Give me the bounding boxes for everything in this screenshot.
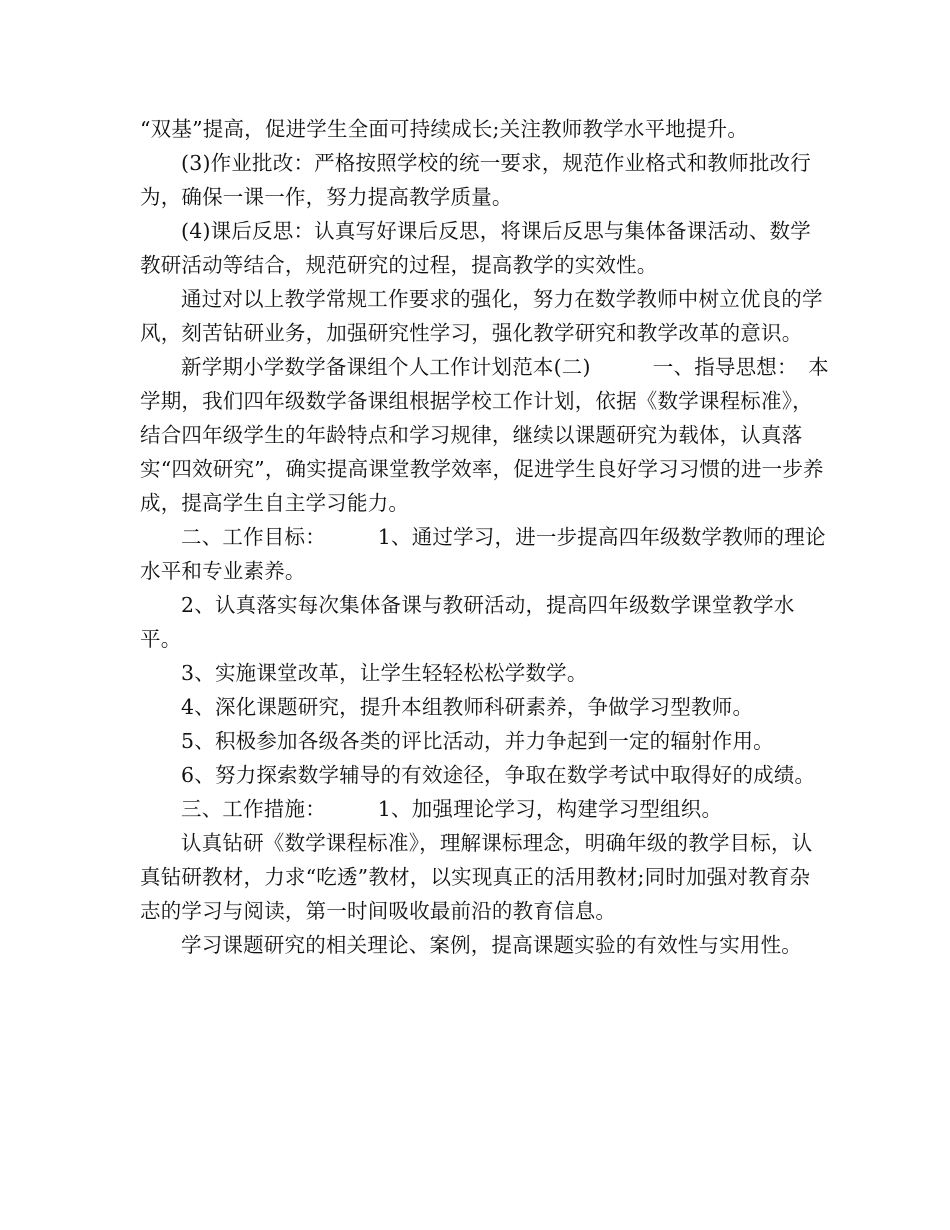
paragraph-work-goals-6: 6、努力探索数学辅导的有效途径，争取在数学考试中取得好的成绩。 [181,763,816,787]
paragraph-study-research: 学习课题研究的相关理论、案例，提高课题实验的有效性与实用性。 [181,933,802,957]
paragraph-work-goals-2: 2、认真落实每次集体备课与教研活动，提高四年级数学课堂教学水平。 [140,593,795,651]
paragraph-after-class-reflection: (4)课后反思：认真写好课后反思，将课后反思与集体备课活动、数学教研活动等结合，规范研究的过程，提高教学的实效性。 [140,219,811,277]
paragraph-continuation: “双基”提高，促进学生全面可持续成长;关注教师教学水平地提升。 [140,117,749,141]
paragraph-routine-summary: 通过对以上教学常规工作要求的强化，努力在数学教师中树立优良的学风，刻苦钻研业务，加强研究性学习，强化教学研究和教学改革的意识。 [140,287,823,345]
paragraph-work-goals-1: 二、工作目标： 1、通过学习，进一步提高四年级数学教师的理论水平和专业素养。 [140,525,826,583]
document-body [140,112,830,962]
paragraph-work-measures-1: 三、工作措施： 1、加强理论学习，构建学习型组织。 [181,797,723,821]
paragraph-work-goals-3: 3、实施课堂改革，让学生轻轻松松学数学。 [181,661,588,685]
paragraph-work-goals-5: 5、积极参加各级各类的评比活动，并力争起到一定的辐射作用。 [181,729,774,753]
paragraph-study-curriculum: 认真钻研《数学课程标准》，理解课标理念，明确年级的教学目标，认真钻研教材，力求“吃透”教材，以实现真正的活用教材;同时加强对教育杂志的学习与阅读，第一时间吸收最前沿的教育信息。 [140,831,813,923]
paragraph-plan-title-guiding-thought: 新学期小学数学备课组个人工作计划范本(二) 一、指导思想： 本学期，我们四年级数学备课组根据学校工作计划，依据《数学课程标准》，结合四年级学生的年龄特点和学习规律，继续以课题研究为载体，认真落实“四效研究”，确实提高课堂教学效率，促进学生良好学习习惯的进一步养成，提高学生自主学习能力。 [140,355,829,515]
paragraph-work-goals-4: 4、深化课题研究，提升本组教师科研素养，争做学习型教师。 [181,695,754,719]
paragraph-homework-correction: (3)作业批改：严格按照学校的统一要求，规范作业格式和教师批改行为，确保一课一作，努力提高教学质量。 [140,151,811,209]
